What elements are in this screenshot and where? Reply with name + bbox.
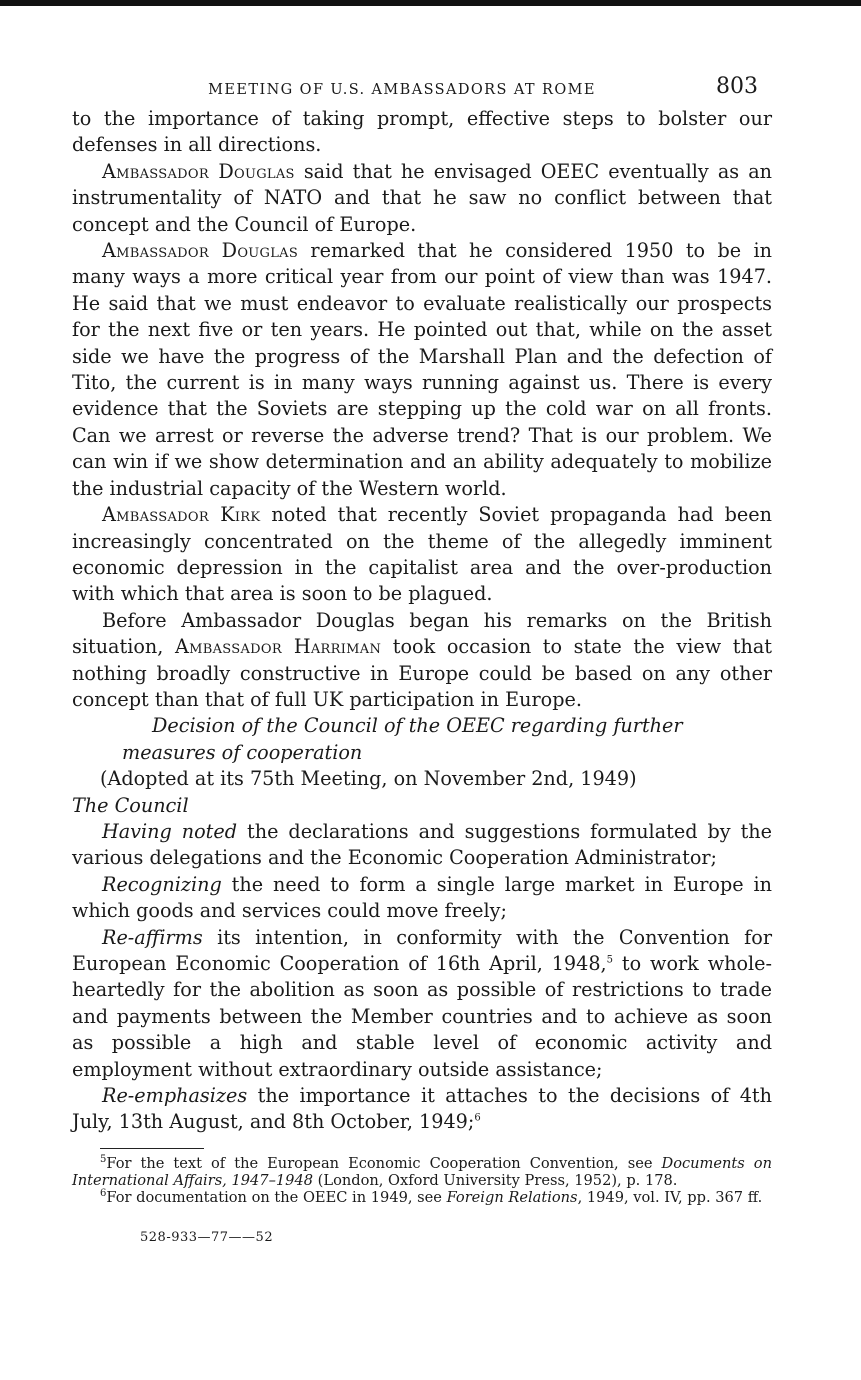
- paragraph-text: Before Ambassador Douglas began his remarks on the British situation,: [72, 608, 772, 659]
- footnote-ref-6: 6: [474, 1113, 481, 1125]
- document-page: [72, 72, 772, 1245]
- footnote-citation: Documents on International Affairs, 1947–1948: [72, 1154, 772, 1189]
- speaker-name: Ambassador Douglas: [102, 239, 299, 263]
- running-head: MEETING OF U.S. AMBASSADORS AT ROME: [208, 82, 596, 98]
- paragraph-kirk: [72, 502, 772, 608]
- clause-text: the declarations and suggestions formulated by the various delegations and the Economic Cooperation Administrator;: [72, 819, 772, 870]
- speaker-name: Ambassador Harriman: [174, 635, 382, 659]
- paragraph-text: took occasion to state the view that nothing broadly constructive in Europe could be based on any other concept than that of full UK participation in Europe.: [72, 635, 772, 711]
- top-edge-bar: [0, 0, 861, 6]
- body-text: [72, 106, 772, 1136]
- paragraph-text: remarked that he considered 1950 to be in many ways a more critical year from our point of view than was 1947. He said that we must endeavor to evaluate realistically our prospects for the next five or ten years. He pointed out that, while on the asset side we have the progress of the Marshall Plan and the defection of Tito, the current is in many ways running against us. There is every evidence that the Soviets are stepping up the cold war on all fronts. Can we arrest or reverse the adverse trend? That is our problem. We can win if we show determination and an ability adequately to mobilize the industrial capacity of the Western world.: [72, 239, 772, 500]
- clause-re-affirms: [72, 925, 772, 1083]
- footnote-6: [72, 1189, 772, 1206]
- clause-having-noted: [72, 819, 772, 872]
- paragraph-continuation: to the importance of taking prompt, effective steps to bolster our defenses in all directions.: [72, 107, 772, 157]
- paragraph-harriman: [72, 608, 772, 714]
- footnote-ref-5: 5: [606, 954, 614, 966]
- speaker-name: Ambassador Kirk: [102, 503, 261, 527]
- paragraph-text: noted that recently Soviet propaganda had been increasingly concentrated on the theme of the allegedly imminent economic depression in the capitalist area and the over-production with which that area is soon to be plagued.: [72, 503, 772, 606]
- footnote-text: (London, Oxford University Press, 1952), p. 178.: [313, 1171, 678, 1189]
- clause-re-emphasizes: [72, 1083, 772, 1136]
- footnote-text: , 1949, vol. IV, pp. 367 ff.: [577, 1188, 763, 1206]
- footnote-mark: 6: [100, 1187, 107, 1199]
- footnote-text: For documentation on the OEEC in 1949, see: [106, 1188, 447, 1206]
- footnote-mark: 5: [100, 1153, 107, 1165]
- clause-text: the need to form a single large market in Europe in which goods and services could move freely;: [72, 872, 772, 923]
- footnotes: [72, 1155, 772, 1206]
- footnote-text: For the text of the European Economic Cooperation Convention, see: [106, 1154, 662, 1172]
- paragraph-douglas-oeec: [72, 159, 772, 238]
- footnote-5: [72, 1155, 772, 1189]
- speaker-name: Ambassador Douglas: [102, 159, 295, 183]
- clause-lead: Having noted: [102, 819, 238, 843]
- clause-lead: Recognizing: [102, 872, 222, 896]
- clause-text: to work whole-heartedly for the abolition as soon as possible of restrictions to trade and payments between the Member countries and to achieve as soon as possible a high and stable level of economic activity and employment without extraordinary outside assistance;: [72, 952, 772, 1081]
- paragraph-douglas-1950: [72, 238, 772, 502]
- paragraph-text: said that he envisaged OEEC eventually as an instrumentality of NATO and that he saw no conflict between that concept and the Council of Europe.: [72, 159, 772, 236]
- clause-text: its intention, in conformity with the Convention for European Economic Cooperation of 16th April, 1948,: [72, 925, 772, 975]
- footnote-divider: [100, 1148, 204, 1149]
- clause-lead: Re-emphasizes: [102, 1084, 248, 1108]
- clause-recognizing: [72, 872, 772, 925]
- clause-lead: Re-affirms: [102, 925, 203, 949]
- council-heading: The Council: [72, 793, 189, 817]
- decision-subtitle: (Adopted at its 75th Meeting, on November 2nd, 1949): [100, 767, 637, 791]
- page-number: 803: [716, 74, 758, 99]
- page-header: [72, 72, 772, 106]
- clause-text: the importance it attaches to the decisions of 4th July, 13th August, and 8th October, 1949;: [72, 1084, 772, 1134]
- footnote-citation: Foreign Relations: [446, 1188, 578, 1206]
- decision-title: Decision of the Council of the OEEC regarding further measures of cooperation: [122, 714, 683, 764]
- print-code: 528-933—77——52: [140, 1229, 274, 1245]
